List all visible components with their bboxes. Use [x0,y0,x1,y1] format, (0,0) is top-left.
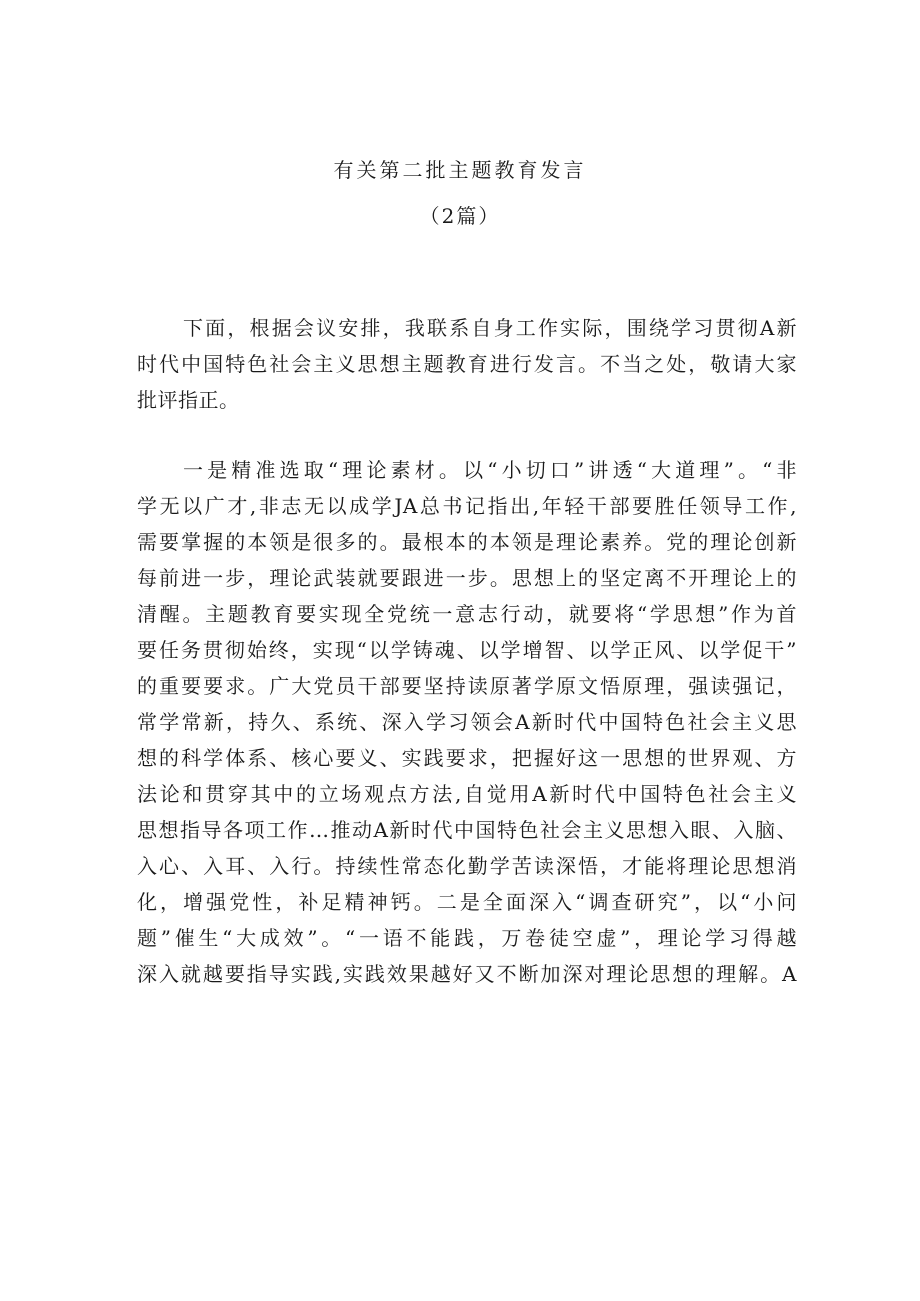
paragraph-line: 化，增强党性，补足精神钙。二是全面深入“调查研究”，以“小问 [137,890,797,914]
paragraph-line: 需要掌握的本领是很多的。最根本的本领是理论素养。党的理论创新 [137,530,797,554]
paragraph-line: 法论和贯穿其中的立场观点方法,自觉用A新时代中国特色社会主义 [137,782,797,806]
paragraph-line: 入心、入耳、入行。持续性常态化勤学苦读深悟，才能将理论思想消 [137,854,797,878]
paragraph-line: 批评指正。 [137,388,240,412]
paragraph-line: 下面，根据会议安排，我联系自身工作实际，围绕学习贯彻A新 [183,316,797,340]
paragraph-line: 要任务贯彻始终，实现“以学铸魂、以学增智、以学正风、以学促干” [137,638,797,662]
paragraph-line: 常学常新，持久、系统、深入学习领会A新时代中国特色社会主义思 [137,710,797,734]
paragraph-line: 题”催生“大成效”。“一语不能践，万卷徒空虚”，理论学习得越 [137,926,797,950]
paragraph-line: 想的科学体系、核心要义、实践要求，把握好这一思想的世界观、方 [137,746,797,770]
document-subtitle: （2篇） [419,204,501,228]
paragraph-line: 清醒。主题教育要实现全党统一意志行动，就要将“学思想”作为首 [137,602,797,626]
paragraph-line: 的重要要求。广大党员干部要坚持读原著学原文悟原理，强读强记， [137,674,797,698]
paragraph-line: 深入就越要指导实践,实践效果越好又不断加深对理论思想的理解。A [137,962,797,986]
paragraph-line: 学无以广才,非志无以成学JA总书记指出,年轻干部要胜任领导工作, [137,494,797,518]
document-title: 有关第二批主题教育发言 [333,158,587,182]
paragraph-line: 每前进一步，理论武装就要跟进一步。思想上的坚定离不开理论上的 [137,566,797,590]
paragraph-line: 思想指导各项工作…推动A新时代中国特色社会主义思想入眼、入脑、 [137,818,797,842]
paragraph-main [137,452,797,992]
paragraph-line: 时代中国特色社会主义思想主题教育进行发言。不当之处，敬请大家 [137,352,797,376]
paragraph-line: 一是精准选取“理论素材。以“小切口”讲透“大道理”。“非 [183,458,797,482]
paragraph-intro [137,310,797,418]
